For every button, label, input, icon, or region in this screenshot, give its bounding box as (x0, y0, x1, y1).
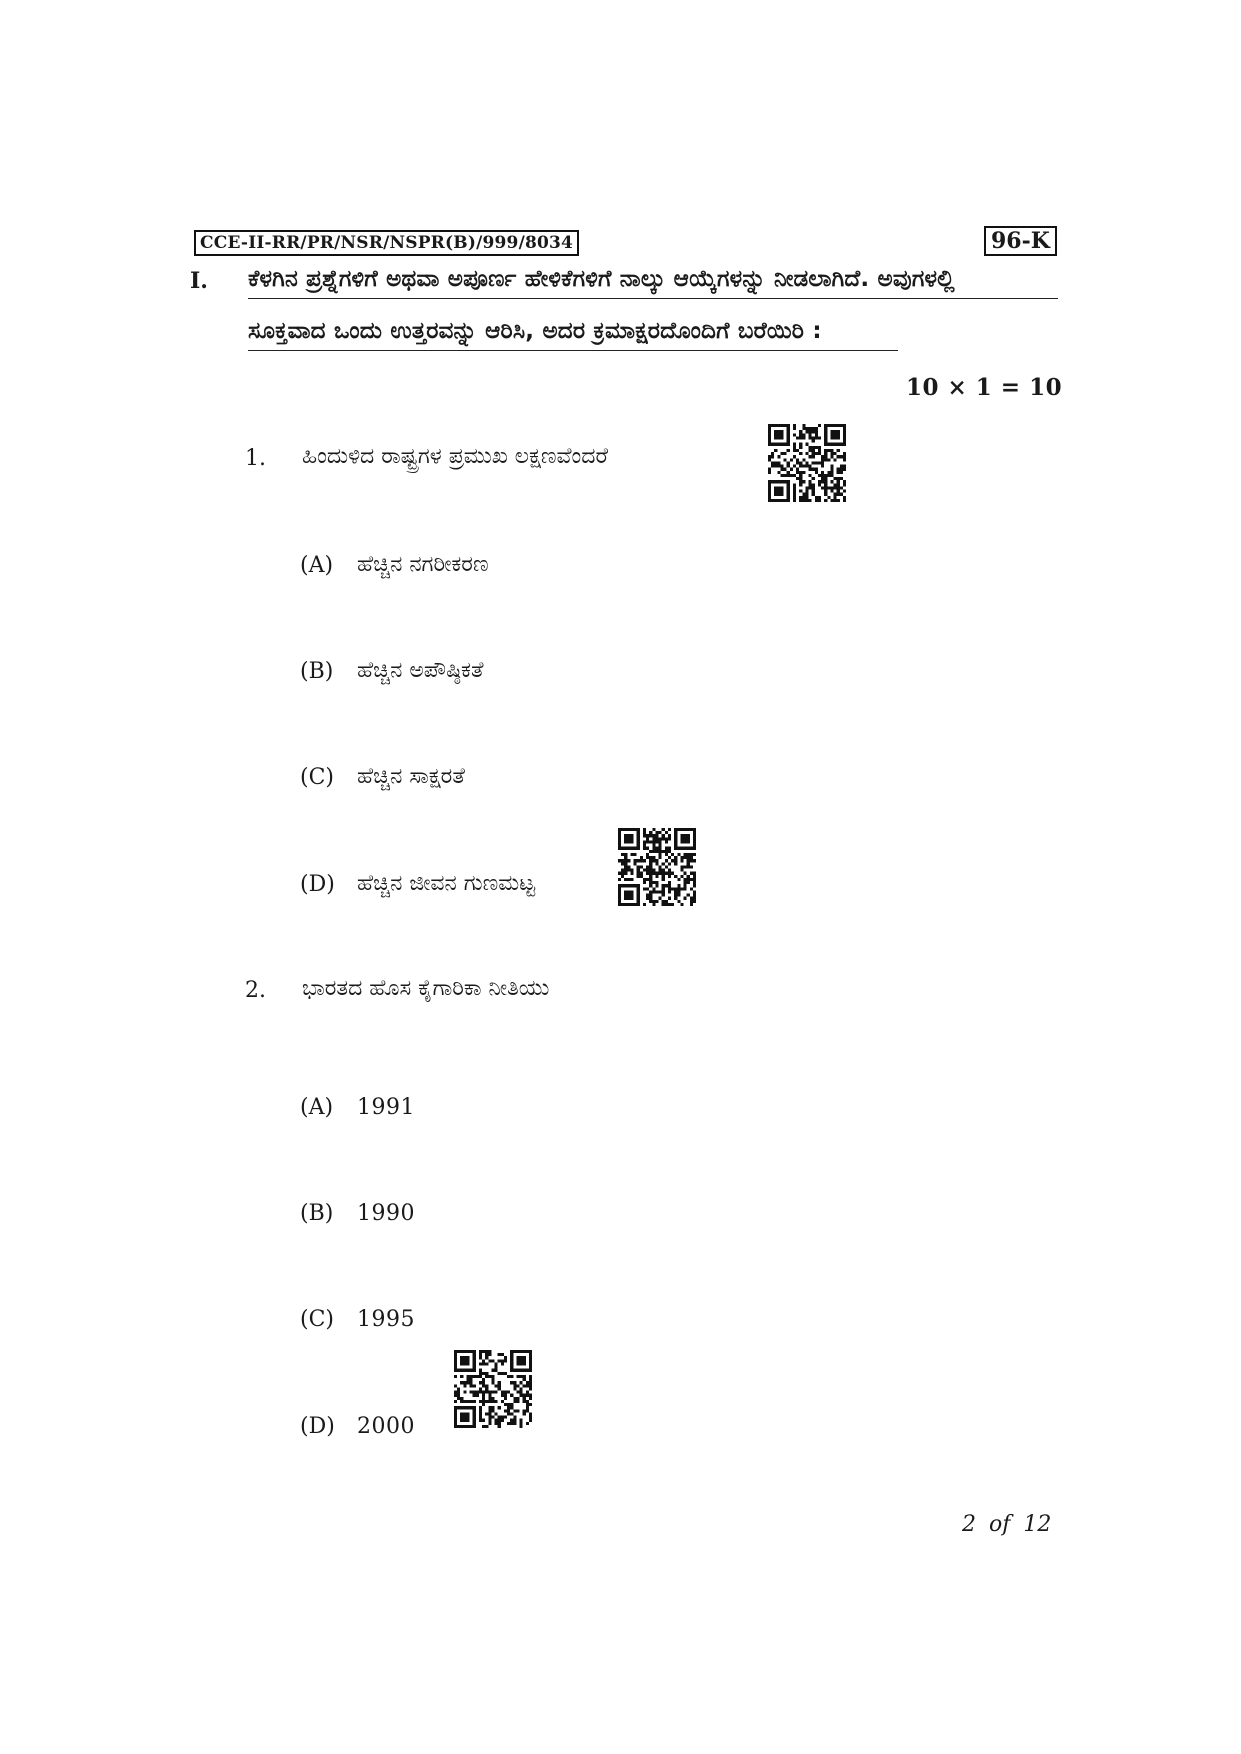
question-1-option-c-text: ಹೆಚ್ಚಿನ ಸಾಕ್ಷರತೆ (357, 764, 465, 789)
qr-code-icon (768, 424, 846, 502)
question-2-option-a-label: (A) (300, 1095, 334, 1120)
question-1-option-d-text: ಹೆಚ್ಚಿನ ಜೀವನ ಗುಣಮಟ್ಟ (357, 871, 536, 896)
exam-code: CCE-II-RR/PR/NSR/NSPR(B)/999/8034 (194, 230, 579, 256)
question-2-option-c-label: (C) (300, 1307, 334, 1332)
paper-code: 96-K (984, 226, 1057, 256)
question-1-option-a-text: ಹೆಚ್ಚಿನ ನಗರೀಕರಣ (357, 552, 489, 577)
question-2-option-b-label: (B) (300, 1201, 334, 1226)
question-1-option-b-text: ಹೆಚ್ಚಿನ ಅಪೌಷ್ಠಿಕತೆ (357, 658, 484, 683)
question-1-option-d-label: (D) (300, 872, 335, 897)
question-1-number: 1. (245, 446, 266, 471)
question-2-option-a-text: 1991 (357, 1095, 415, 1120)
qr-code-icon (454, 1350, 532, 1428)
question-1-text: ಹಿಂದುಳಿದ ರಾಷ್ಟ್ರಗಳ ಪ್ರಮುಖ ಲಕ್ಷಣವೆಂದರೆ (302, 444, 608, 469)
question-2-option-d-text: 2000 (357, 1414, 415, 1439)
page-number: 2 of 12 (962, 1512, 1052, 1537)
qr-code-icon (618, 828, 696, 906)
question-2-option-d-label: (D) (300, 1414, 335, 1439)
section-instruction-line2: ಸೂಕ್ತವಾದ ಒಂದು ಉತ್ತರವನ್ನು ಆರಿಸಿ, ಅದರ ಕ್ರಮಾಕ್ಷರದೊಂದಿಗೆ ಬರೆಯಿರಿ : (248, 318, 898, 351)
section-instruction-line1: ಕೆಳಗಿನ ಪ್ರಶ್ನೆಗಳಿಗೆ ಅಥವಾ ಅಪೂರ್ಣ ಹೇಳಿಕೆಗಳಿಗೆ ನಾಲ್ಕು ಆಯ್ಕೆಗಳನ್ನು ನೀಡಲಾಗಿದೆ. ಅವುಗಳಲ್ಲಿ (248, 266, 1058, 299)
question-1-option-c-label: (C) (300, 765, 334, 790)
question-2-option-c-text: 1995 (357, 1307, 415, 1332)
section-number: I. (190, 268, 208, 294)
question-2-number: 2. (245, 978, 266, 1003)
question-1-option-b-label: (B) (300, 659, 334, 684)
question-1-option-a-label: (A) (300, 553, 334, 578)
question-2-option-b-text: 1990 (357, 1201, 415, 1226)
section-marks: 10 × 1 = 10 (906, 374, 1063, 401)
question-2-text: ಭಾರತದ ಹೊಸ ಕೈಗಾರಿಕಾ ನೀತಿಯು (302, 976, 550, 1001)
